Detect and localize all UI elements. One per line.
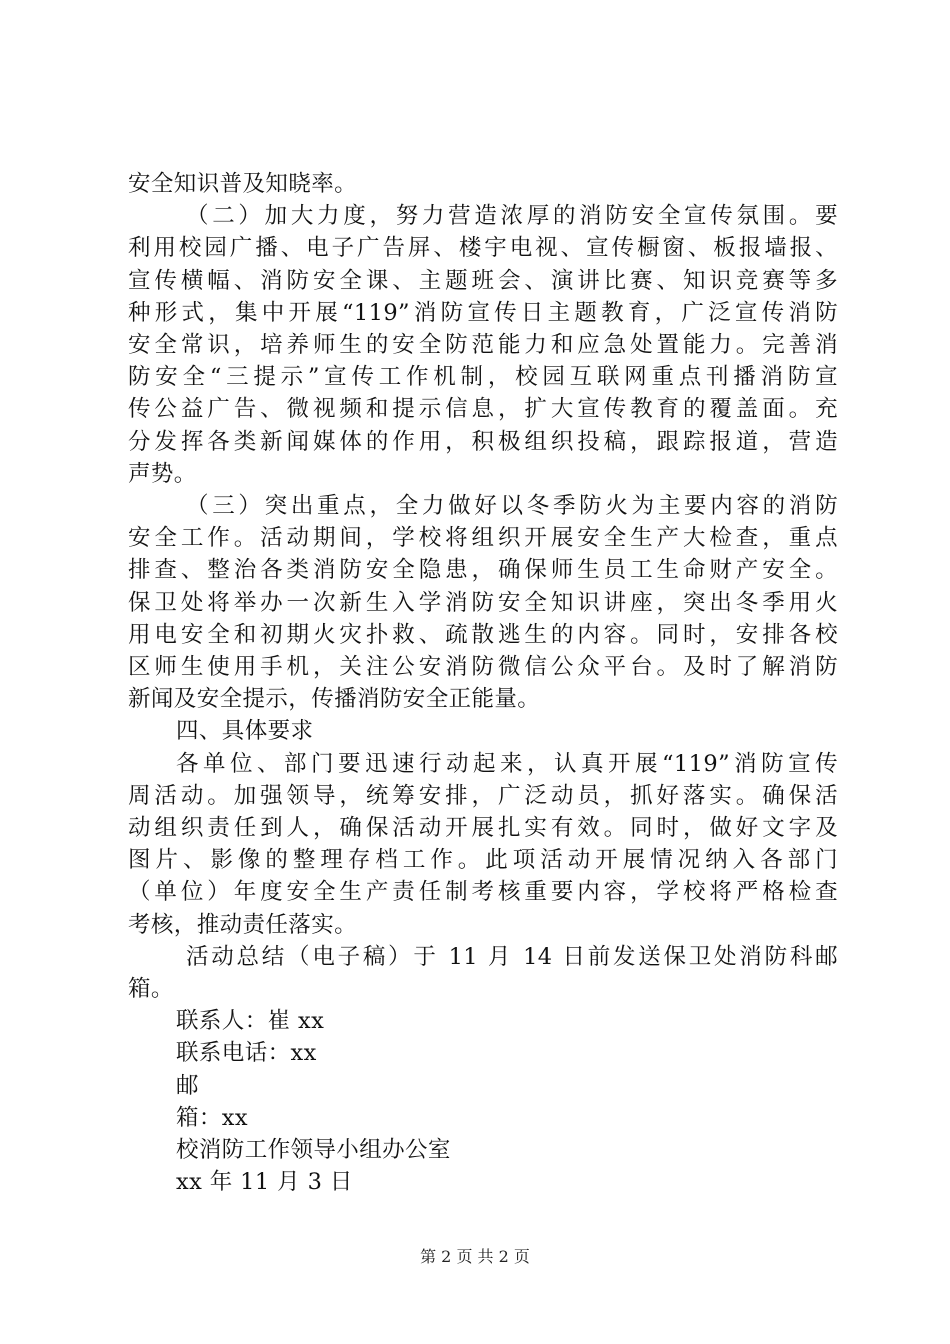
text-line: 动组织责任到人，确保活动开展扎实有效。同时，做好文字及 (128, 815, 838, 842)
text-line: 联系人：崔 xx (176, 1008, 325, 1035)
text-line: 周活动。加强领导，统筹安排，广泛动员，抓好落实。确保活 (128, 782, 838, 809)
text-line: 排查、整治各类消防安全隐患，确保师生员工生命财产安全。 (128, 557, 838, 584)
text-line: （二）加大力度，努力营造浓厚的消防安全宣传氛围。要 (186, 203, 838, 230)
text-line: 防安全“三提示”宣传工作机制，校园互联网重点刊播消防宣 (128, 364, 838, 391)
text-line: 用电安全和初期火灾扑救、疏散逃生的内容。同时，安排各校 (128, 621, 838, 648)
text-line: 种形式，集中开展“119”消防宣传日主题教育，广泛宣传消防 (128, 299, 838, 326)
text-line: 新闻及安全提示，传播消防安全正能量。 (128, 686, 541, 713)
text-line: 区师生使用手机，关注公安消防微信公众平台。及时了解消防 (128, 654, 838, 681)
text-line: 活动总结（电子稿）于 11 月 14 日前发送保卫处消防科邮 (186, 943, 838, 970)
text-line: 声势。 (128, 460, 197, 487)
text-line: 安全知识普及知晓率。 (128, 171, 358, 197)
text-line: 保卫处将举办一次新生入学消防安全知识讲座，突出冬季用火 (128, 589, 838, 616)
text-line: 箱：xx (176, 1104, 248, 1131)
text-line: 四、具体要求 (176, 718, 314, 745)
text-line: 传公益广告、微视频和提示信息，扩大宣传教育的覆盖面。充 (128, 396, 838, 423)
text-line: xx 年 11 月 3 日 (176, 1169, 353, 1196)
text-line: 安全常识，培养师生的安全防范能力和应急处置能力。完善消 (128, 332, 838, 359)
text-line: 校消防工作领导小组办公室 (176, 1137, 451, 1164)
text-line: （单位）年度安全生产责任制考核重要内容，学校将严格检查 (128, 879, 838, 906)
page-footer: 第 2 页 共 2 页 (420, 1247, 530, 1266)
text-line: 联系电话：xx (176, 1040, 317, 1067)
text-line: 各单位、部门要迅速行动起来，认真开展“119”消防宣传 (176, 750, 838, 777)
text-line: 邮 (176, 1072, 199, 1099)
text-line: 箱。 (128, 976, 174, 1003)
text-line: 利用校园广播、电子广告屏、楼宇电视、宣传橱窗、板报墙报、 (128, 235, 838, 262)
text-line: 考核，推动责任落实。 (128, 911, 358, 938)
text-line: 宣传横幅、消防安全课、主题班会、演讲比赛、知识竞赛等多 (128, 267, 838, 294)
text-line: 分发挥各类新闻媒体的作用，积极组织投稿，跟踪报道，营造 (128, 428, 838, 455)
text-line: 安全工作。活动期间，学校将组织开展安全生产大检查，重点 (128, 525, 838, 552)
document-body (128, 168, 838, 1199)
text-line: 图片、影像的整理存档工作。此项活动开展情况纳入各部门 (128, 847, 838, 874)
text-line: （三）突出重点，全力做好以冬季防火为主要内容的消防 (186, 493, 838, 520)
